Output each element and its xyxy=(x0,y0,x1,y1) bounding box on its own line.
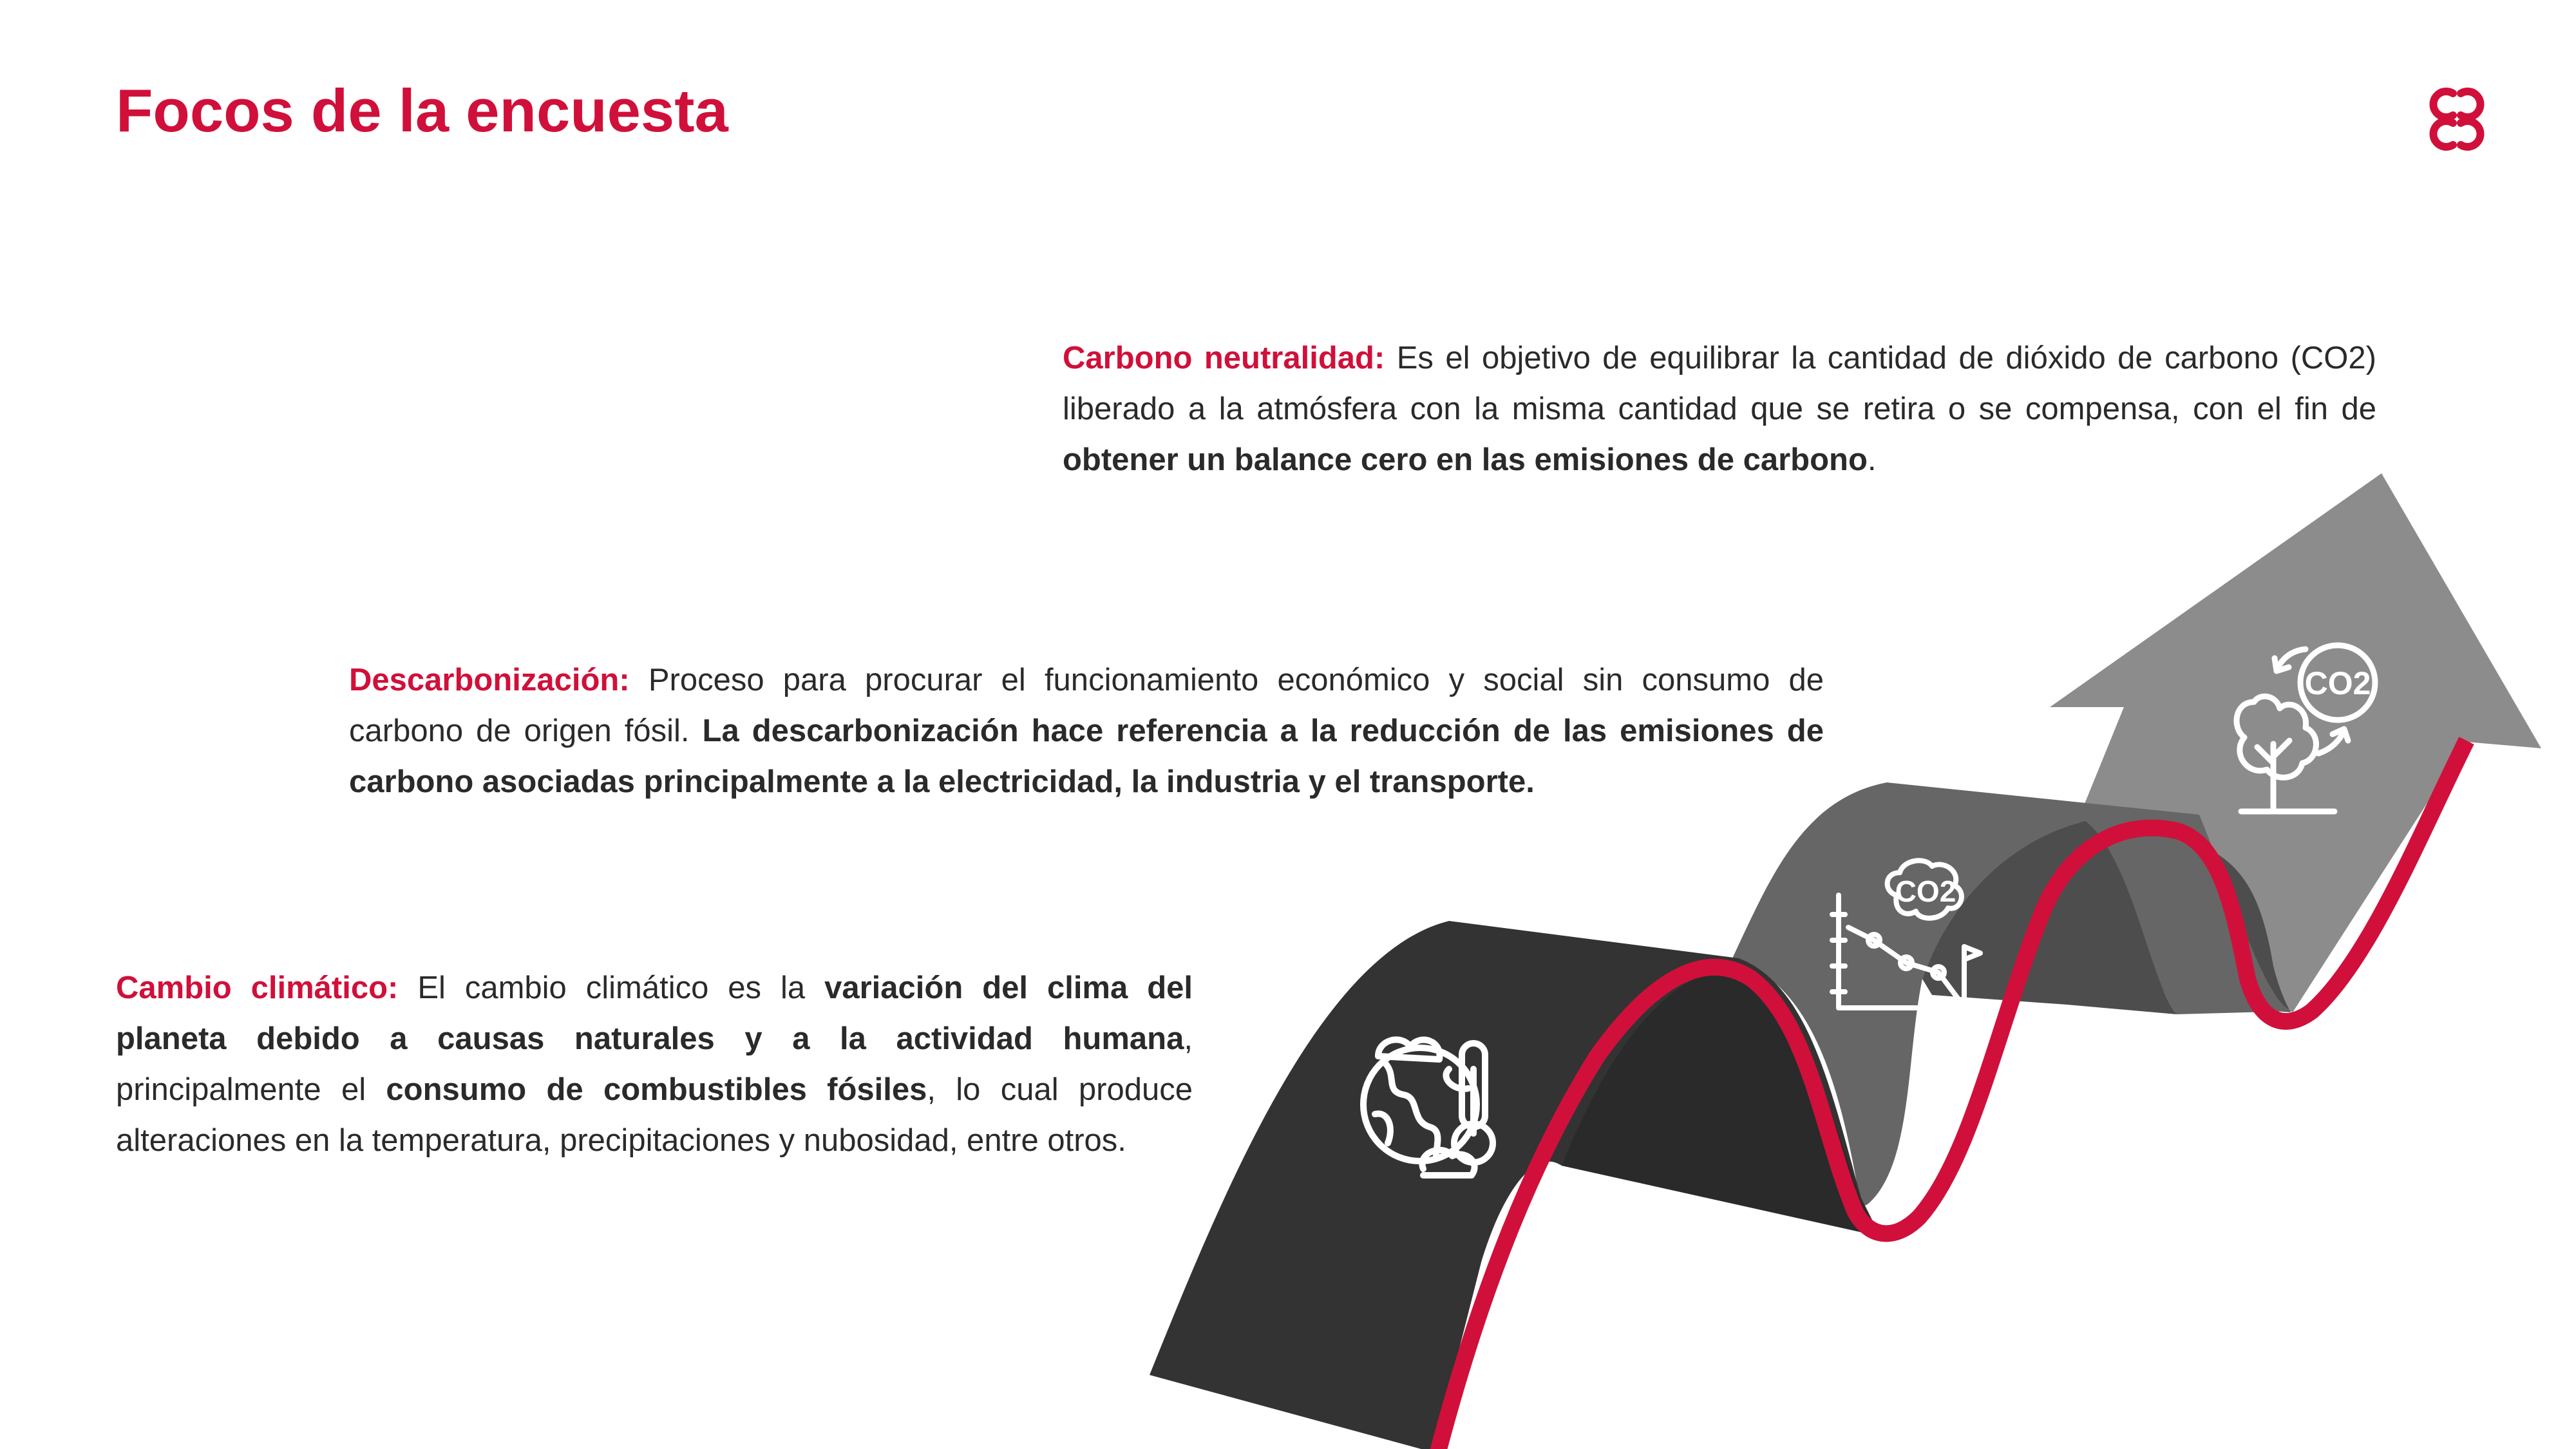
stage-text-cambio-climatico: Cambio climático: El cambio climático es la variación del clima del planeta debido a causas naturales y a la actividad humana, principalmente el consumo de combustibles fósiles, lo cual produce alteraciones en la temperatura, precipitaciones y nubosidad, entre otros. xyxy=(116,971,1193,1158)
stage-label: Carbono neutralidad: xyxy=(1063,341,1385,375)
page-title: Focos de la encuesta xyxy=(116,77,728,144)
svg-text:CO2: CO2 xyxy=(2304,665,2371,701)
stage-text-descarbonizacion: Descarbonización: Proceso para procurar el funcionamiento económico y social sin consumo de carbono de origen fósil. La descarbonización hace referencia a la reducción de las emisiones de carbono asociadas principalmente a la electricidad, la industria y el transporte. xyxy=(349,663,1824,799)
stage-label: Cambio climático: xyxy=(116,971,399,1005)
svg-text:CO2: CO2 xyxy=(1895,875,1956,908)
stage-label: Descarbonización: xyxy=(349,663,630,697)
stage-text-carbono-neutralidad: Carbono neutralidad: Es el objetivo de equilibrar la cantidad de dióxido de carbono (CO2) liberado a la atmósfera con la misma cantidad que se retira o se compensa, con el fin de obtener un balance cero en las emisiones de carbono. xyxy=(1063,341,2376,477)
